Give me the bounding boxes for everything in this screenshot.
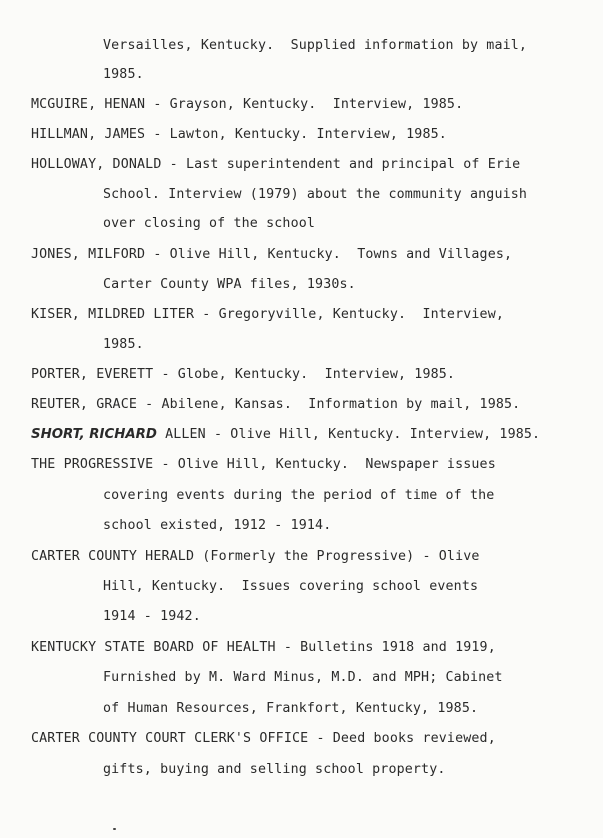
text-line: School. Interview (1979) about the community anguish bbox=[103, 187, 528, 202]
text-line: 1985. bbox=[103, 67, 144, 82]
text-line: gifts, buying and selling school property. bbox=[103, 762, 446, 777]
text-line: REUTER, GRACE - Abilene, Kansas. Information by mail, 1985. bbox=[31, 397, 521, 412]
text-line-with-handwriting bbox=[31, 427, 540, 443]
text-line: JONES, MILFORD - Olive Hill, Kentucky. Towns and Villages, bbox=[31, 247, 513, 262]
text-line: Hill, Kentucky. Issues covering school events bbox=[103, 579, 479, 594]
text-line: THE PROGRESSIVE - Olive Hill, Kentucky. Newspaper issues bbox=[31, 457, 496, 472]
text-line: Carter County WPA files, 1930s. bbox=[103, 277, 356, 292]
text-line: HILLMAN, JAMES - Lawton, Kentucky. Interview, 1985. bbox=[31, 127, 447, 142]
text-line: 1985. bbox=[103, 337, 144, 352]
text-line: CARTER COUNTY HERALD (Formerly the Progressive) - Olive bbox=[31, 549, 480, 564]
text-line-remainder: ALLEN - Olive Hill, Kentucky. Interview, 1985. bbox=[165, 427, 541, 442]
text-line: HOLLOWAY, DONALD - Last superintendent and principal of Erie bbox=[31, 157, 521, 172]
text-line: Versailles, Kentucky. Supplied information by mail, bbox=[103, 38, 528, 53]
text-line: CARTER COUNTY COURT CLERK'S OFFICE - Deed books reviewed, bbox=[31, 731, 496, 746]
text-line: covering events during the period of time of the bbox=[103, 488, 495, 503]
text-line: 1914 - 1942. bbox=[103, 609, 201, 624]
text-line: MCGUIRE, HENAN - Grayson, Kentucky. Interview, 1985. bbox=[31, 97, 464, 112]
text-line: over closing of the school bbox=[103, 216, 316, 231]
text-line: school existed, 1912 - 1914. bbox=[103, 518, 332, 533]
text-line: of Human Resources, Frankfort, Kentucky, 1985. bbox=[103, 701, 479, 716]
handwritten-insert: SHORT, RICHARD bbox=[31, 427, 157, 442]
paper-speck bbox=[113, 828, 116, 830]
text-line: Furnished by M. Ward Minus, M.D. and MPH; Cabinet bbox=[103, 670, 503, 685]
text-line: PORTER, EVERETT - Globe, Kentucky. Interview, 1985. bbox=[31, 367, 456, 382]
text-line: KISER, MILDRED LITER - Gregoryville, Kentucky. Interview, bbox=[31, 307, 505, 322]
text-line: KENTUCKY STATE BOARD OF HEALTH - Bulletins 1918 and 1919, bbox=[31, 640, 496, 655]
